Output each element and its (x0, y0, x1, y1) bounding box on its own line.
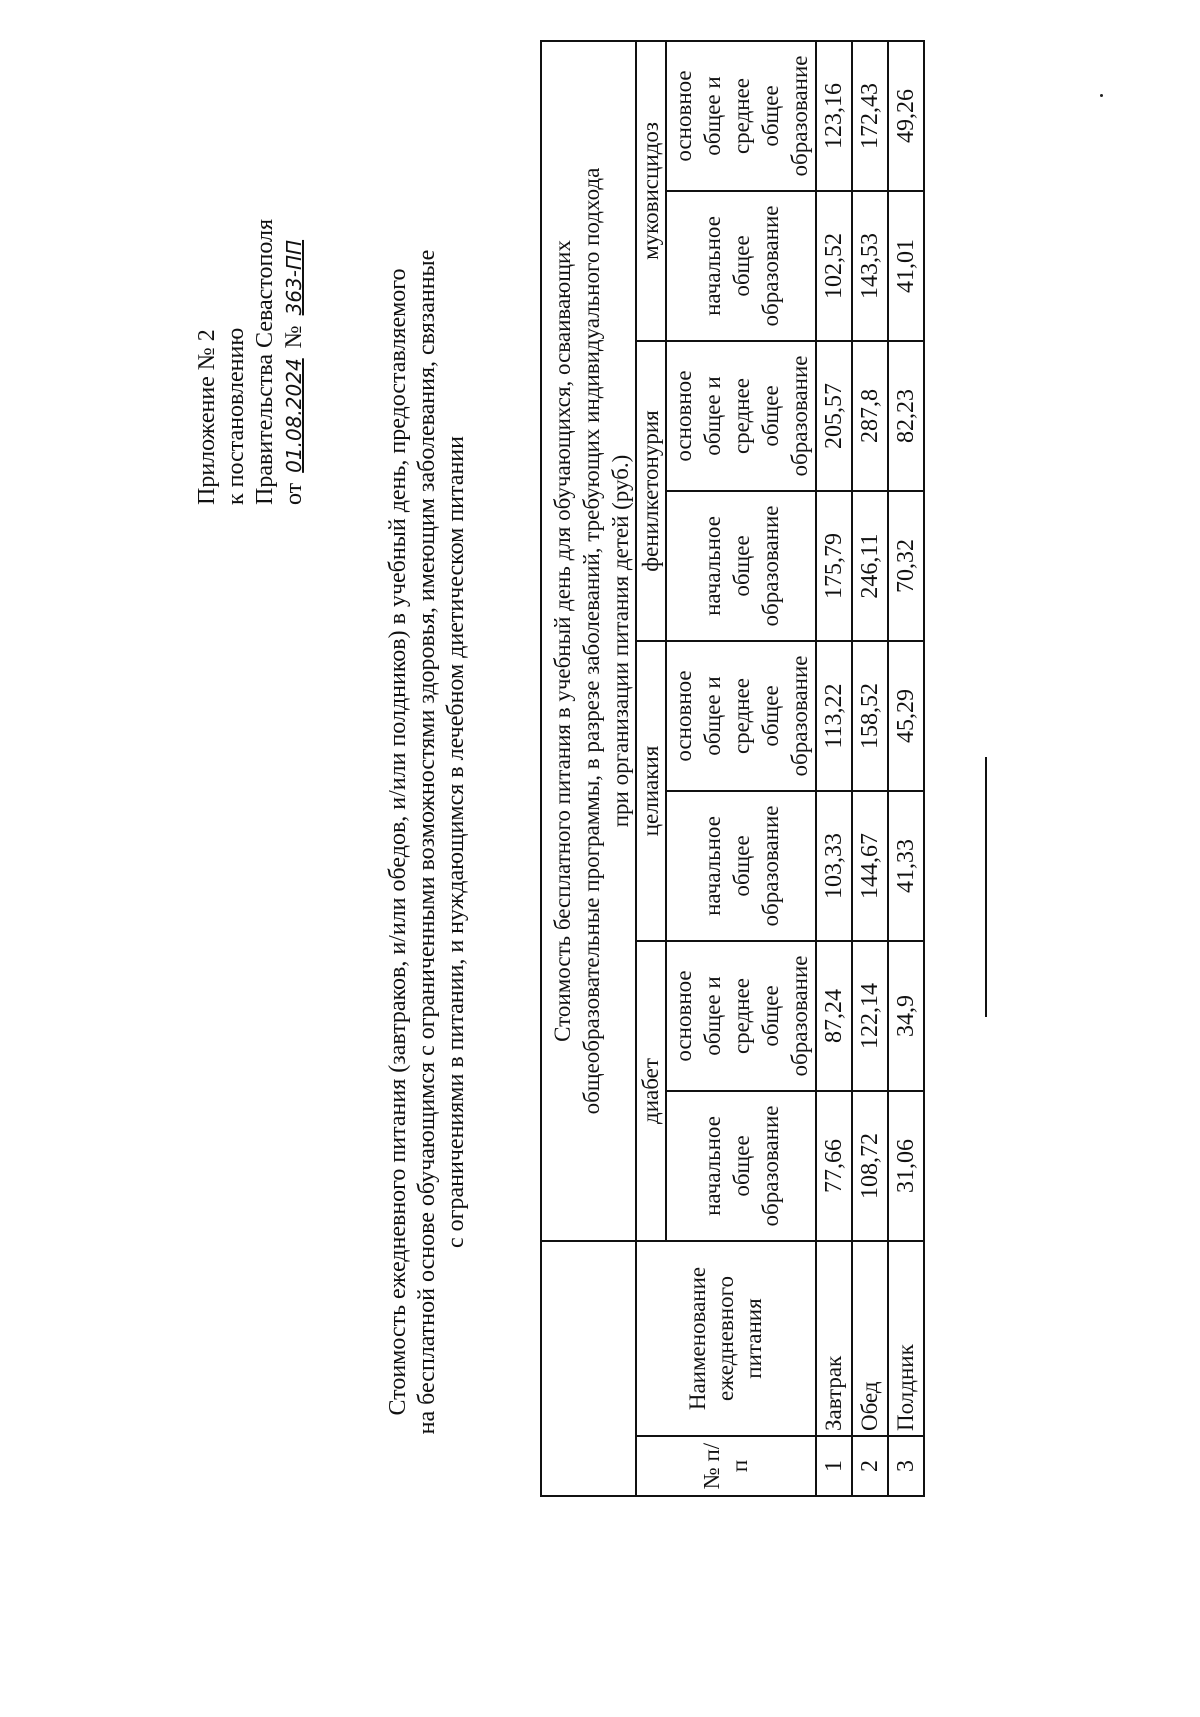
appendix-line-1: Приложение № 2 (194, 329, 220, 505)
level-header-line: общее (728, 235, 754, 297)
group-header-diabetes: диабет (636, 941, 666, 1241)
cost-cell: 123,16 (816, 41, 852, 191)
cost-cell: 108,72 (852, 1091, 888, 1241)
cost-cell: 113,22 (816, 641, 852, 791)
row-meal-name: Обед (852, 1241, 888, 1436)
main-header (541, 41, 636, 1241)
date-prefix: от (281, 482, 307, 505)
handwritten-date: 01.08.2024 (282, 358, 306, 473)
cost-cell: 70,32 (888, 491, 924, 641)
main-header-line-3: при организации питания детей (руб.) (608, 454, 633, 828)
title-line-1: Стоимость ежедневного питания (завтраков, и/или обедов, и/или полдников) в учебный день, предоставляемого (385, 268, 411, 1416)
cost-cell: 172,43 (852, 41, 888, 191)
row-number: 3 (888, 1436, 924, 1496)
cost-cell: 246,11 (852, 491, 888, 641)
level-header-line: общее (757, 985, 783, 1047)
cost-cell: 144,67 (852, 791, 888, 941)
level-header-line: основное (670, 970, 696, 1062)
cost-cell: 77,66 (816, 1091, 852, 1241)
level-header-line: основное (670, 70, 696, 162)
cost-cell: 158,52 (852, 641, 888, 791)
cost-cell: 49,26 (888, 41, 924, 191)
group-header-pku: фенилкетонурия (636, 341, 666, 641)
appendix-date-line (280, 219, 309, 505)
document-title (384, 182, 471, 1502)
cost-cell: 41,33 (888, 791, 924, 941)
level-header-line: образование (786, 55, 812, 177)
level-header-line: общее (728, 1135, 754, 1197)
cost-cell: 143,53 (852, 191, 888, 341)
table-row (816, 41, 852, 1496)
cost-cell: 31,06 (888, 1091, 924, 1241)
level-header-line: основное (670, 670, 696, 762)
row-number: 1 (816, 1436, 852, 1496)
main-header-line-2: общеобразовательные программы, в разрезе заболеваний, требующих индивидуального подхода (579, 167, 604, 1115)
cost-cell: 287,8 (852, 341, 888, 491)
main-header-line-1: Стоимость бесплатного питания в учебный день для обучающихся, осваивающих (550, 240, 575, 1042)
level-header-line: общее (728, 535, 754, 597)
title-line-2: на бесплатной основе обучающимся с ограниченными возможностями здоровья, имеющим заболевания, связанные (414, 249, 440, 1435)
cost-table-wrapper (540, 40, 925, 1497)
cost-cell: 87,24 (816, 941, 852, 1091)
level-header-primary (666, 791, 816, 941)
col-header-num: № п/п (636, 1436, 816, 1496)
level-header-line: образование (786, 655, 812, 777)
level-header-line: образование (757, 205, 783, 327)
level-header-secondary (666, 41, 816, 191)
group-header-celiac: целиакия (636, 641, 666, 941)
level-header-line: образование (757, 1105, 783, 1227)
appendix-line-3: Правительства Севастополя (252, 218, 278, 505)
level-header-line: общее (757, 85, 783, 147)
level-header-line: начальное (699, 216, 725, 316)
level-header-primary (666, 1091, 816, 1241)
title-line-3: с ограничениями в питании, и нуждающимся в лечебном диетическом питании (443, 436, 469, 1248)
table-row (852, 41, 888, 1496)
level-header-line: образование (757, 805, 783, 927)
number-prefix: № (281, 325, 307, 349)
cost-cell: 45,29 (888, 641, 924, 791)
level-header-line: общее (757, 685, 783, 747)
level-header-line: общее и (699, 676, 725, 756)
level-header-line: среднее (728, 377, 754, 455)
level-header-secondary (666, 341, 816, 491)
level-header-primary (666, 491, 816, 641)
cost-cell: 102,52 (816, 191, 852, 341)
level-header-line: общее (728, 835, 754, 897)
level-header-line: общее и (699, 376, 725, 456)
cost-table (540, 40, 925, 1497)
level-header-line: образование (757, 505, 783, 627)
cost-cell: 82,23 (888, 341, 924, 491)
appendix-block (193, 219, 309, 505)
group-header-cf: муковисцидоз (636, 41, 666, 341)
level-header-secondary (666, 641, 816, 791)
header-blank-cell (541, 1241, 636, 1496)
level-header-line: среднее (728, 677, 754, 755)
level-header-line: общее и (699, 976, 725, 1056)
level-header-primary (666, 191, 816, 341)
level-header-line: образование (786, 355, 812, 477)
cost-cell: 205,57 (816, 341, 852, 491)
level-header-line: начальное (699, 816, 725, 916)
level-header-line: начальное (699, 1116, 725, 1216)
table-body (816, 41, 924, 1496)
handwritten-number: 363-ПП (282, 239, 306, 316)
level-header-line: общее (757, 385, 783, 447)
cost-cell: 175,79 (816, 491, 852, 641)
scan-speck (1100, 94, 1103, 97)
level-header-line: общее и (699, 76, 725, 156)
signature-line (985, 757, 987, 1017)
appendix-line-2: к постановлению (223, 327, 249, 505)
row-number: 2 (852, 1436, 888, 1496)
cost-cell: 34,9 (888, 941, 924, 1091)
row-meal-name: Завтрак (816, 1241, 852, 1436)
level-header-line: начальное (699, 516, 725, 616)
level-header-line: среднее (728, 977, 754, 1055)
cost-cell: 122,14 (852, 941, 888, 1091)
level-header-line: образование (786, 955, 812, 1077)
level-header-secondary (666, 941, 816, 1091)
row-meal-name: Полдник (888, 1241, 924, 1436)
cost-cell: 103,33 (816, 791, 852, 941)
cost-cell: 41,01 (888, 191, 924, 341)
table-row (888, 41, 924, 1496)
col-header-name: Наименование ежедневного питания (636, 1241, 816, 1436)
level-header-line: среднее (728, 77, 754, 155)
level-header-line: основное (670, 370, 696, 462)
